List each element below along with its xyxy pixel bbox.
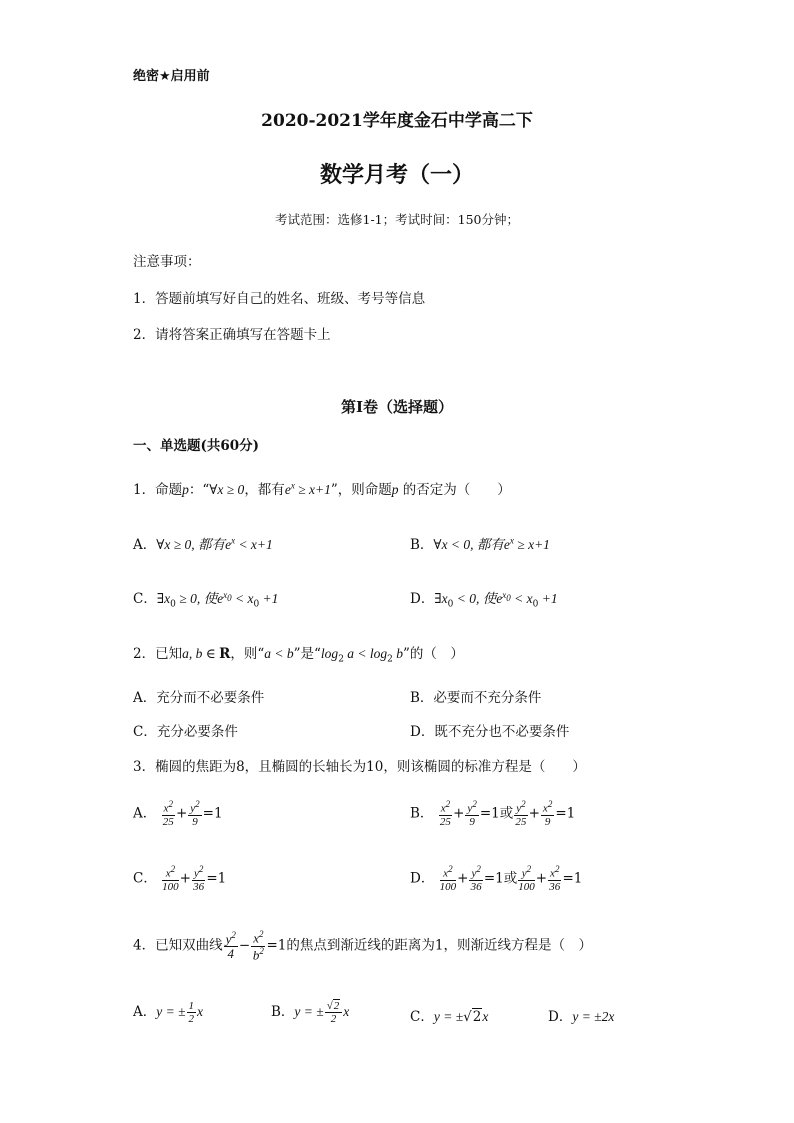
q3-option-d[interactable]: D． $\frac{x^2}{100}$ + $\frac{y^2}{36}$ =1或 $\frac{y^2}{100}$ + $\frac{x^2}{36}$ =1 (410, 864, 583, 893)
q2-option-d[interactable]: D．既不充分也不必要条件 (410, 724, 570, 740)
question-4: 4．已知双曲线 $\frac{y^2}{4}$ − $\frac{x^2}{b^2}$ =1的焦点到渐近线的距离为1，则渐近线方程是（ ） (133, 929, 592, 962)
q4-option-d[interactable]: D．y = ±2x (548, 1009, 615, 1025)
exam-scope: 考试范围：选修1-1；考试时间：150分钟； (275, 212, 519, 227)
question-3: 3．椭圆的焦距为8，且椭圆的长轴长为10，则该椭圆的标准方程是（ ） (133, 759, 586, 775)
q1-option-b[interactable]: B．∀x < 0, 都有$e^x \ge x+1$ (410, 535, 550, 553)
q2-option-c[interactable]: C．充分必要条件 (133, 724, 238, 740)
question-1: 1．命题p：“∀x ≥ 0，都有$e^x \ge x+1$”，则命题p 的否定为（ ） (133, 480, 511, 498)
q4-option-c[interactable]: C．y = ±√2x (410, 1009, 489, 1025)
q1-option-a[interactable]: A．∀x ≥ 0, 都有$e^x < x+1$ (133, 535, 273, 553)
q1-option-d[interactable]: D．$\exists x_0 < 0$, 使$e^{x_0} < x_0 +1$ (410, 589, 558, 610)
confidential-mark: 绝密★启用前 (133, 69, 210, 84)
q3-option-a[interactable]: A． $\frac{x^2}{25}$ + $\frac{y^2}{9}$ =1 (133, 799, 223, 828)
part-title: 一、单选题(共60分) (133, 438, 260, 454)
q2-option-b[interactable]: B．必要而不充分条件 (410, 690, 542, 706)
exam-title: 2020-2021学年度金石中学高二下 (261, 111, 533, 131)
notes-item-1: 1．答题前填写好自己的姓名、班级、考号等信息 (133, 291, 426, 307)
question-2: 2．已知a, b ∈ R，则“a < b”是“$\log_2$ $a < \log_2 b$”的（ ） (133, 646, 464, 665)
section-title: 第I卷（选择题） (340, 398, 454, 416)
q1-option-c[interactable]: C．$\exists x_0 \ge 0$, 使$e^{x_0} < x_0 +1$ (133, 589, 279, 610)
q3-option-c[interactable]: C． $\frac{x^2}{100}$ + $\frac{y^2}{36}$ =1 (133, 864, 227, 893)
notes-heading: 注意事项： (133, 254, 201, 270)
notes-item-2: 2．请将答案正确填写在答题卡上 (133, 327, 331, 343)
exam-subtitle: 数学月考（一） (319, 162, 474, 188)
q4-option-a[interactable]: A．y = ± $\frac{1}{2}$ x (133, 1000, 204, 1026)
q3-option-b[interactable]: B． $\frac{x^2}{25}$ + $\frac{y^2}{9}$ =1或 $\frac{y^2}{25}$ + $\frac{x^2}{9}$ =1 (410, 799, 576, 828)
q2-option-a[interactable]: A．充分而不必要条件 (133, 690, 265, 706)
q4-option-b[interactable]: B．y = ± $\frac{√2}{2}$ x (271, 1000, 350, 1026)
